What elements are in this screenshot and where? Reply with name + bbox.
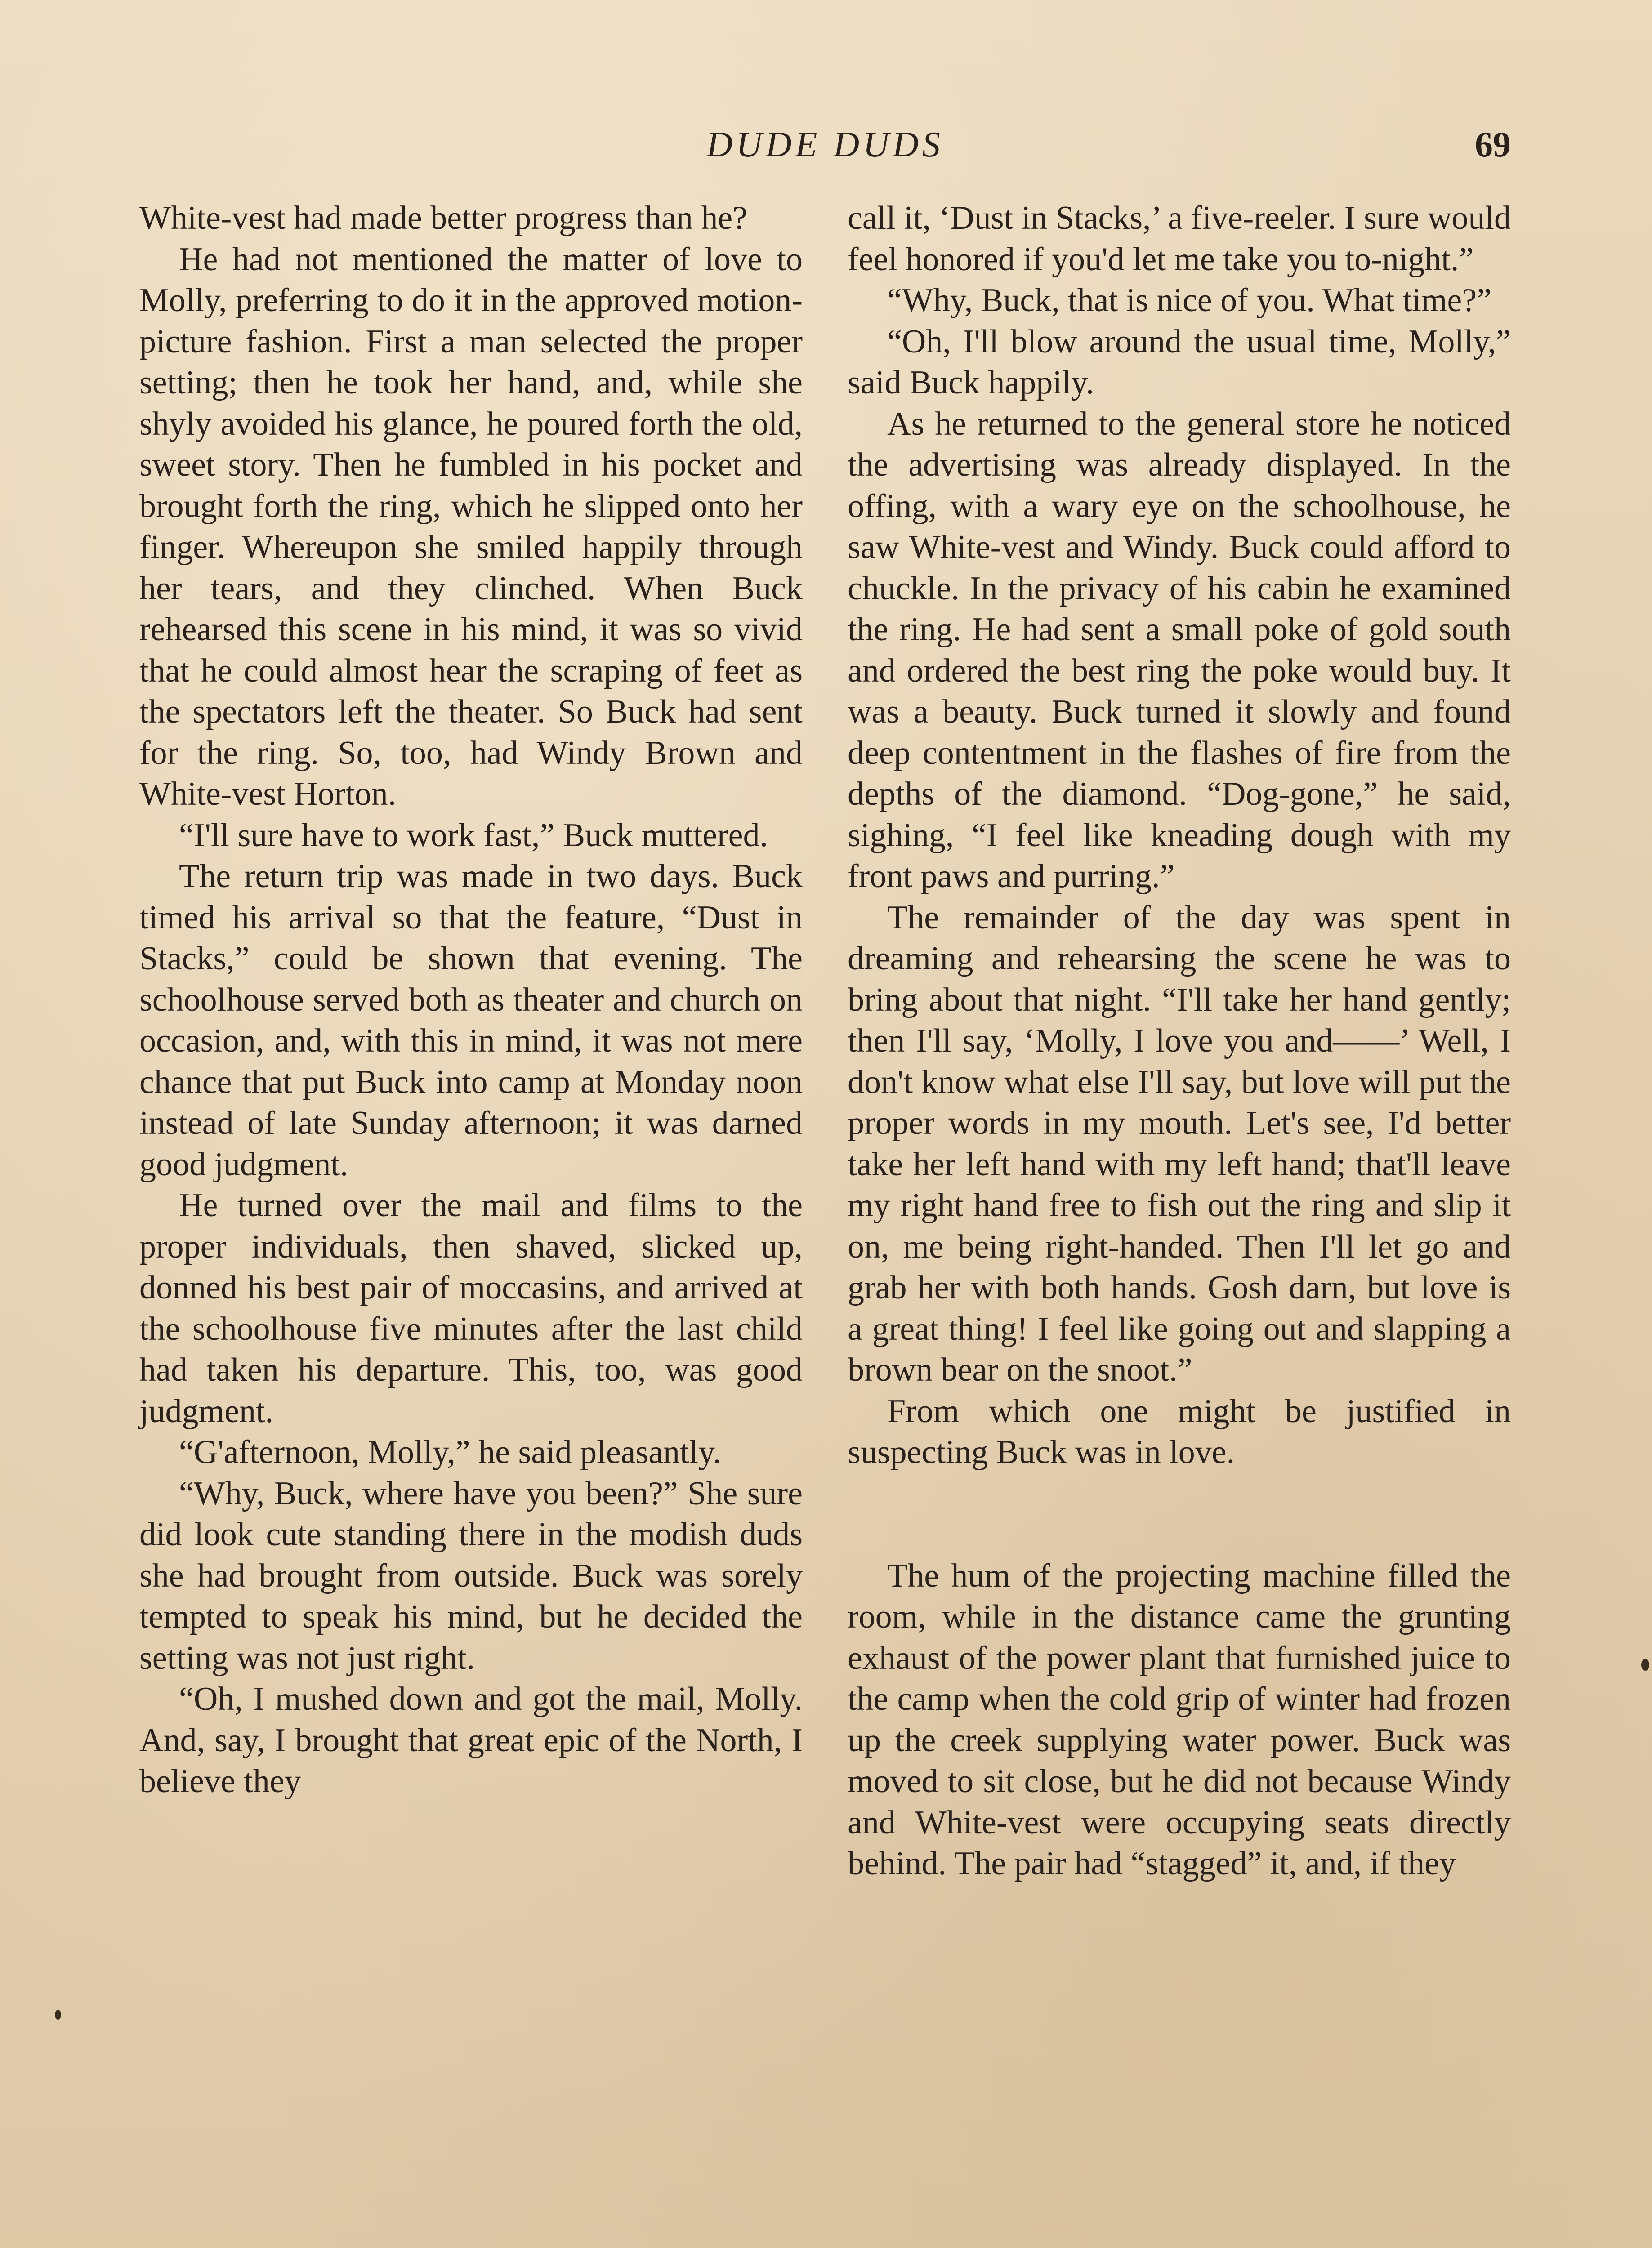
paragraph: “Oh, I mushed down and got the mail, Molly. And, say, I brought that great epic of the North, I believe they [139, 1681, 803, 1800]
body-text [139, 198, 1511, 2248]
paragraph: “Oh, I'll blow around the usual time, Molly,” said Buck happily. [848, 323, 1511, 401]
ink-speck [1641, 1659, 1649, 1671]
ink-speck [55, 2010, 61, 2020]
paragraph: “G'afternoon, Molly,” he said pleasantly. [179, 1434, 721, 1471]
paragraph: “Why, Buck, where have you been?” She sure did look cute standing there in the modish duds she had brought from outside. Buck was sorely tempted to speak his mind, but he decided the setting was not just right. [139, 1475, 803, 1677]
page-number: 69 [1475, 125, 1511, 165]
section-break [848, 1473, 1511, 1556]
right-column [848, 198, 1511, 2248]
paragraph: As he returned to the general store he noticed the advertising was already displayed. In the offing, with a wary eye on the schoolhouse, he saw White-vest and Windy. Buck could afford to chuckle. In the privacy of his cabin he examined the ring. He had sent a small poke of gold south and ordered the best ring the poke would buy. It was a beauty. Buck turned it slowly and found deep contentment in the flashes of fire from the depths of the diamond. “Dog-gone,” he said, sighing, “I feel like kneading dough with my front paws and purring.” [848, 405, 1511, 895]
paragraph: “Why, Buck, that is nice of you. What time?” [887, 282, 1491, 319]
paragraph: He had not mentioned the matter of love to Molly, preferring to do it in the approved motion-picture fashion. First a man selected the proper setting; then he took her hand, and, while she shyly avoided his glance, he poured forth the old, sweet story. Then he fumbled in his pocket and brought forth the ring, which he slipped onto her finger. Whereupon she smiled happily through her tears, and they clinched. When Buck rehearsed this scene in his mind, it was so vivid that he could almost hear the scraping of feet as the spectators left the theater. So Buck had sent for the ring. So, too, had Windy Brown and White-vest Horton. [139, 241, 803, 812]
page-header [139, 118, 1511, 172]
paragraph: The remainder of the day was spent in dreaming and rehearsing the scene he was to bring about that night. “I'll take her hand gently; then I'll say, ‘Molly, I love you and——’ Well, I don't know what else I'll say, but love will put the proper words in my mouth. Let's see, I'd better take her left hand with my left hand; that'll leave my right hand free to fish out the ring and slip it on, me being right-handed. Then I'll let go and grab her with both hands. Gosh darn, but love is a great thing! I feel like going out and slapping a brown bear on the snoot.” [848, 899, 1511, 1388]
paragraph: From which one might be justified in suspecting Buck was in love. [848, 1392, 1511, 1471]
paragraph: White-vest had made better progress than he? [139, 200, 748, 236]
running-head: DUDE DUDS [706, 125, 944, 165]
paragraph: The return trip was made in two days. Buck timed his arrival so that the feature, “Dust in Stacks,” could be shown that evening. The schoolhouse served both as theater and church on occasion, and, with this in mind, it was not mere chance that put Buck into camp at Monday noon instead of late Sunday afternoon; it was darned good judgment. [139, 858, 803, 1183]
paragraph: call it, ‘Dust in Stacks,’ a five-reeler. I sure would feel honored if you'd let me take you to-night.” [848, 200, 1511, 278]
left-column [139, 198, 803, 2248]
paragraph: The hum of the projecting machine filled the room, while in the distance came the grunting exhaust of the power plant that furnished juice to the camp when the cold grip of winter had frozen up the creek supplying water power. Buck was moved to sit close, but he did not because Windy and White-vest were occupying seats directly behind. The pair had “stagged” it, and, if they [848, 1557, 1511, 1882]
paragraph: “I'll sure have to work fast,” Buck muttered. [179, 816, 768, 854]
paragraph: He turned over the mail and films to the proper individuals, then shaved, slicked up, donned his best pair of moccasins, and arrived at the schoolhouse five minutes after the last child had taken his departure. This, too, was good judgment. [139, 1187, 803, 1430]
